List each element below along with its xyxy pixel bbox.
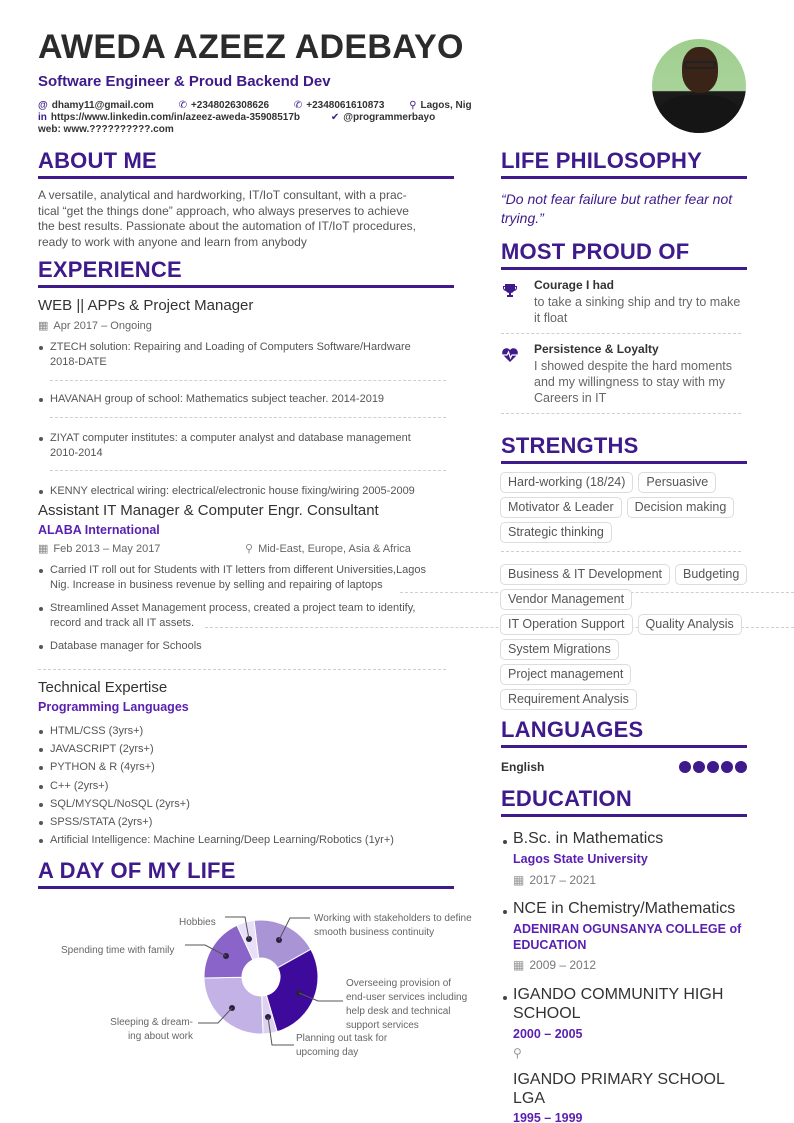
strengths-group-1 (500, 472, 750, 543)
divider (501, 551, 741, 552)
edu-date: ▦ 2009 – 2012 (513, 958, 597, 972)
job-bullet: Database manager for Schools (38, 639, 202, 654)
edu-date: 2000 – 2005 (513, 1027, 583, 1041)
contact-email[interactable]: @ dhamy11@gmail.com (38, 100, 154, 111)
job-bullet: HAVANAH group of school: Mathematics subject teacher. 2014-2019 (38, 392, 384, 407)
edu-degree: IGANDO COMMUNITY HIGH SCHOOL (501, 985, 741, 1023)
section-heading-day: A DAY OF MY LIFE (38, 858, 236, 883)
strength-tag: Hard-working (18/24) (500, 472, 633, 493)
skill-item: HTML/CSS (3yrs+) (38, 724, 143, 739)
section-heading-strengths: STRENGTHS (501, 433, 639, 458)
strength-tag: System Migrations (500, 639, 619, 660)
calendar-icon: ▦ (513, 958, 525, 972)
section-heading-philosophy: LIFE PHILOSOPHY (501, 148, 703, 173)
strength-tag: Quality Analysis (638, 614, 742, 635)
technical-heading: Technical Expertise (38, 679, 168, 696)
twitter-icon: ✔ (330, 112, 340, 123)
skill-item: C++ (2yrs+) (38, 779, 108, 794)
calendar-icon: ▦ (38, 320, 49, 332)
job-title: Assistant IT Manager & Computer Engr. Consultant (38, 502, 379, 519)
chart-label-hobbies: Hobbies (179, 917, 216, 928)
at-icon: @ (38, 100, 48, 111)
contact-linkedin[interactable]: in https://www.linkedin.com/in/azeez-aweda-35908517b (38, 112, 301, 123)
strength-tag: IT Operation Support (500, 614, 633, 635)
section-rule (501, 814, 747, 817)
level-dot (707, 761, 719, 773)
proud-title: Persistence & Loyalty (534, 342, 659, 356)
section-heading-experience: EXPERIENCE (38, 257, 182, 282)
edu-date: ▦ 2017 – 2021 (513, 873, 597, 887)
company-name: ALABA International (38, 523, 160, 537)
chart-label-planning: Planning out task for upcoming day (296, 1033, 388, 1058)
section-rule (501, 461, 747, 464)
map-pin-icon: ⚲ (409, 100, 417, 111)
skill-item: JAVASCRIPT (2yrs+) (38, 742, 154, 757)
job-title: WEB || APPs & Project Manager (38, 297, 254, 314)
calendar-icon: ▦ (513, 873, 525, 887)
level-dot (693, 761, 705, 773)
skill-item: SQL/MYSQL/NoSQL (2yrs+) (38, 797, 190, 812)
job-date: ▦ Feb 2013 – May 2017 (38, 543, 161, 555)
strength-tag: Vendor Management (500, 589, 632, 610)
strength-tag: Requirement Analysis (500, 689, 637, 710)
level-dot (721, 761, 733, 773)
edu-school: Lagos State University (513, 852, 648, 866)
trophy-icon (502, 283, 518, 304)
job-location: ⚲ Mid-East, Europe, Asia & Africa (245, 543, 411, 555)
candidate-name: AWEDA AZEEZ ADEBAYO (38, 28, 464, 66)
strengths-group-2 (500, 564, 750, 710)
chart-label-family: Spending time with family (61, 945, 175, 956)
proud-desc: I showed despite the hard moments and my willingness to stay with my Careers in IT (534, 359, 733, 405)
language-level-dots (679, 761, 747, 773)
edu-degree: B.Sc. in Mathematics (501, 829, 751, 848)
heartbeat-icon (501, 347, 519, 368)
calendar-icon: ▦ (38, 543, 49, 555)
chart-label-sleeping: Sleeping & dream- ing about work (110, 1017, 193, 1042)
job-bullet: Streamlined Asset Management process, created a project team to identify, record and track all IT assets. (38, 601, 415, 630)
divider (501, 333, 741, 334)
strength-tag: Decision making (627, 497, 735, 518)
job-date: ▦ Apr 2017 – Ongoing (38, 320, 152, 332)
proud-title: Courage I had (534, 278, 615, 292)
strength-tag: Motivator & Leader (500, 497, 622, 518)
strength-tag: Project management (500, 664, 631, 685)
edu-date: 1995 – 1999 (513, 1111, 583, 1123)
phone-icon: ✆ (178, 100, 187, 111)
divider (501, 413, 741, 414)
contact-phone-2[interactable]: ✆ +2348061610873 (293, 100, 385, 111)
phone-icon: ✆ (293, 100, 303, 111)
strength-tag: Budgeting (675, 564, 747, 585)
edu-school: ADENIRAN OGUNSANYA COLLEGE of EDUCATION (513, 922, 742, 952)
section-rule (501, 176, 747, 179)
section-heading-proud: MOST PROUD OF (501, 239, 690, 264)
map-pin-icon: ⚲ (245, 543, 254, 555)
section-heading-languages: LANGUAGES (501, 717, 644, 742)
strength-tag: Strategic thinking (500, 522, 612, 543)
technical-subheading: Programming Languages (38, 700, 189, 714)
level-dot (679, 761, 691, 773)
contact-twitter[interactable]: ✔ @programmerbayo (330, 112, 436, 123)
strength-tag: Business & IT Development (500, 564, 670, 585)
donut-slices (204, 920, 318, 1034)
contact-location: ⚲ Lagos, Nig (409, 100, 472, 111)
about-text: A versatile, analytical and hardworking, IT/IoT consultant, with a prac- tical “get the things done” approach, who always preserves to achieve the best results. Passionate about the automation of IT/IoT procedures, ready to work with anyone and learn from anybody (38, 188, 416, 249)
job-bullet: ZIYAT computer institutes: a computer analyst and database management 2010-2014 (38, 431, 411, 460)
chart-label-overseeing: Overseeing provision of end-user services including help desk and technical support services (346, 978, 468, 1031)
contact-web[interactable]: web: www.??????????.com (38, 124, 174, 135)
language-name: English (501, 760, 545, 774)
skill-item: PYTHON & R (4yrs+) (38, 760, 155, 775)
map-pin-icon: ⚲ (513, 1046, 522, 1060)
philosophy-quote: “Do not fear failure but rather fear not trying.” (501, 191, 733, 226)
edu-degree: IGANDO PRIMARY SCHOOL LGA (513, 1071, 725, 1107)
chart-label-working: Working with stakeholders to define smooth business continuity (314, 913, 472, 938)
skill-item: SPSS/STATA (2yrs+) (38, 815, 152, 830)
job-bullet: Carried IT roll out for Students with IT letters from different Universities,Lagos Nig. Increase in business revenue by selling and repairing of laptops (38, 563, 426, 592)
candidate-title: Software Engineer & Proud Backend Dev (38, 73, 331, 90)
contact-phone-1[interactable]: ✆ +2348026308626 (178, 100, 270, 111)
job-bullet: ZTECH solution: Repairing and Loading of Computers Software/Hardware 2018-DATE (38, 340, 411, 369)
edu-degree: NCE in Chemistry/Mathematics (501, 899, 751, 918)
section-heading-about: ABOUT ME (38, 148, 157, 173)
section-rule (501, 745, 747, 748)
job-bullet: KENNY electrical wiring: electrical/electronic house fixing/wiring 2005-2009 (38, 484, 415, 499)
proud-desc: to take a sinking ship and try to make it float (534, 295, 741, 325)
section-rule (501, 267, 747, 270)
strength-tag: Persuasive (638, 472, 716, 493)
linkedin-icon: in (38, 112, 47, 123)
skill-item: Artificial Intelligence: Machine Learning/Deep Learning/Robotics (1yr+) (38, 833, 394, 848)
section-heading-education: EDUCATION (501, 786, 632, 811)
level-dot (735, 761, 747, 773)
